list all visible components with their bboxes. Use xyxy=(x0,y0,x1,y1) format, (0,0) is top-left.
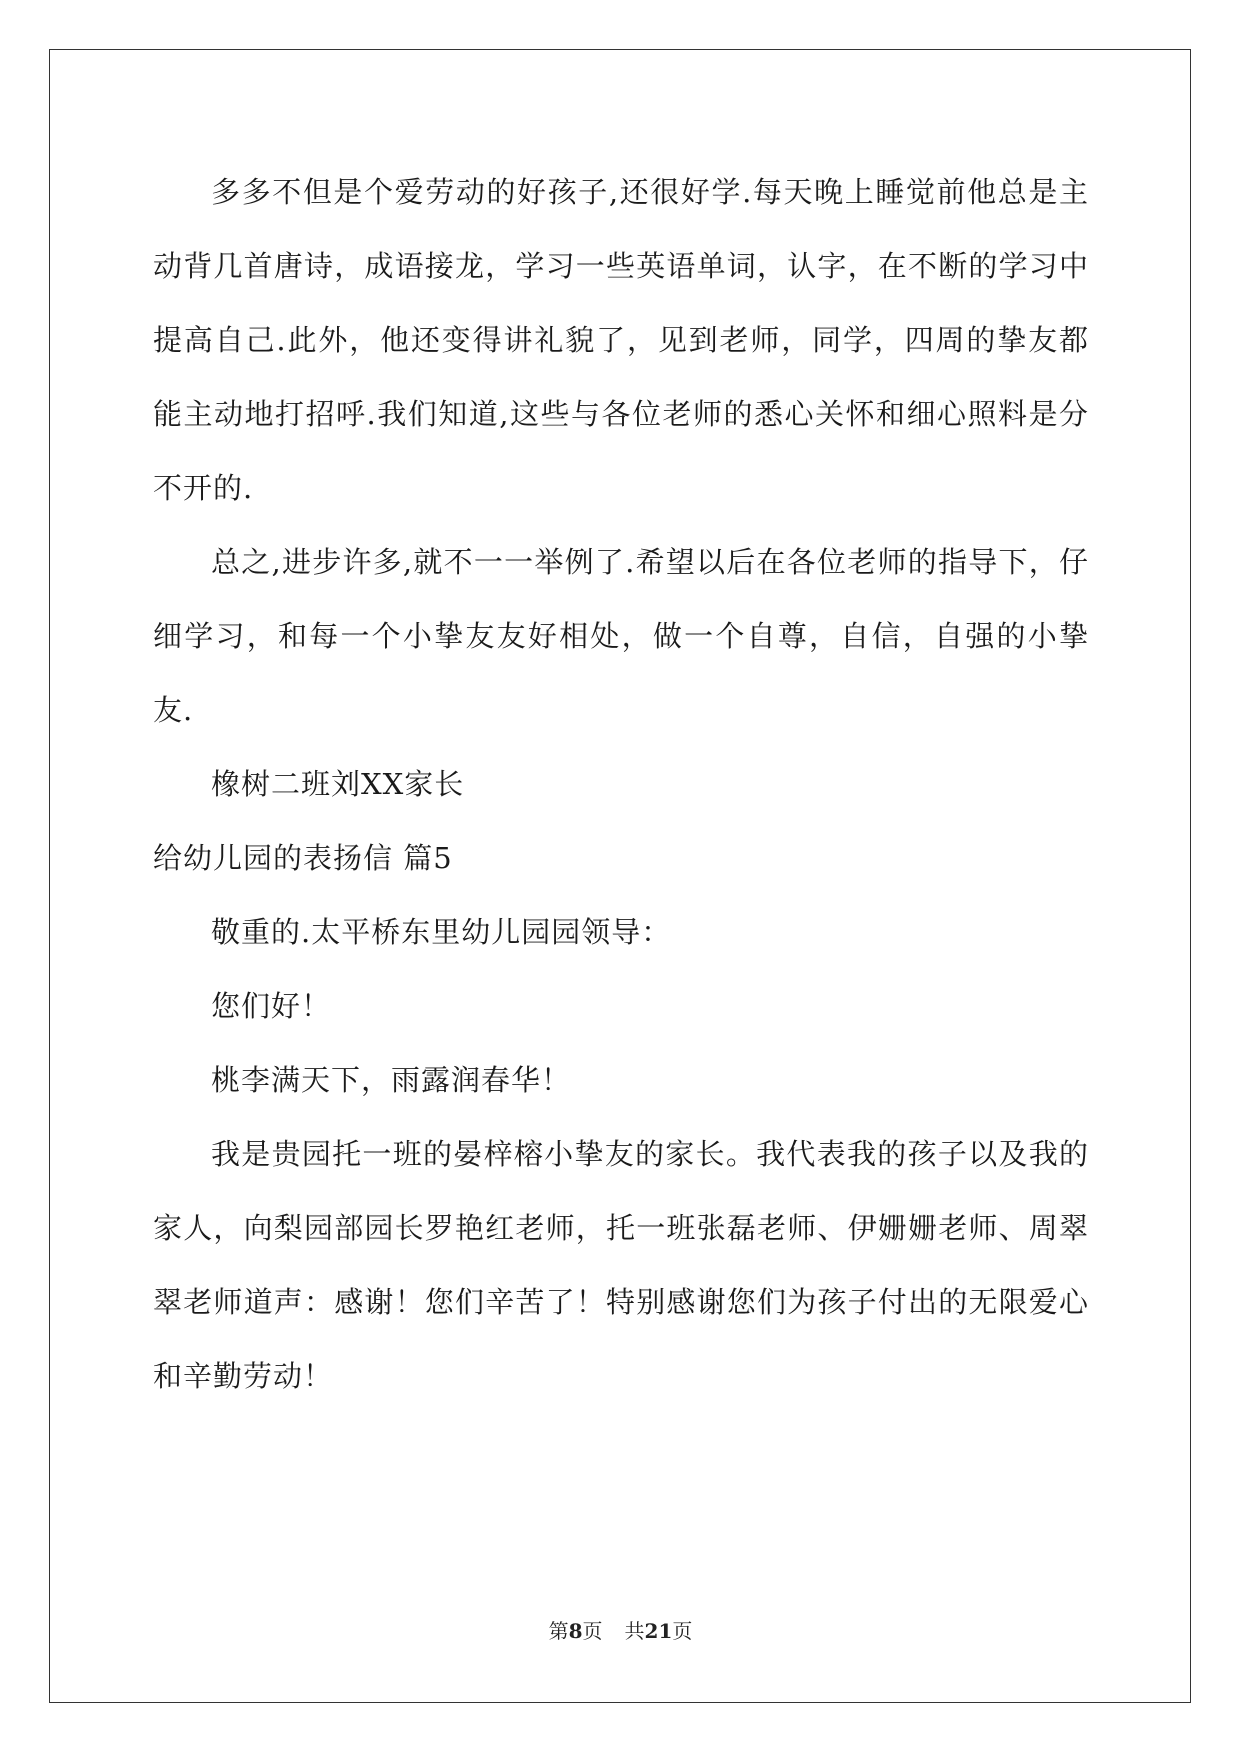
total-pages: 21 xyxy=(644,1619,673,1643)
paragraph-body: 我是贵园托一班的晏梓榕小挚友的家长。我代表我的孩子以及我的家人，向梨园部园长罗艳红老师，托一班张磊老师、伊姗姗老师、周翠翠老师道声：感谢！您们辛苦了！特别感谢您们为孩子付出的无限爱心和辛勤劳动！ xyxy=(153,1137,1089,1393)
page-suffix: 页 xyxy=(582,1619,603,1643)
paragraph-1: 多多不但是个爱劳动的好孩子,还很好学.每天晚上睡觉前他总是主动背几首唐诗，成语接龙，学习一些英语单词，认字，在不断的学习中提高自己.此外，他还变得讲礼貌了，见到老师，同学，四周的挚友都能主动地打招呼.我们知道,这些与各位老师的悉心关怀和细心照料是分不开的. xyxy=(153,175,1089,505)
page-footer xyxy=(0,1619,1241,1643)
greeting: 您们好！ xyxy=(211,989,332,1023)
section-heading: 给幼儿园的表扬信 篇5 xyxy=(153,841,453,875)
page-prefix: 第 xyxy=(548,1619,569,1643)
paragraph-2: 总之,进步许多,就不一一举例了.希望以后在各位老师的指导下，仔细学习，和每一个小挚友友好相处，做一个自尊，自信，自强的小挚友. xyxy=(153,545,1089,727)
signature-line: 橡树二班刘XX家长 xyxy=(211,767,465,801)
document-body xyxy=(153,155,1089,1413)
salutation: 敬重的.太平桥东里幼儿园园领导： xyxy=(211,915,672,949)
total-prefix: 共 xyxy=(624,1619,645,1643)
total-suffix: 页 xyxy=(672,1619,693,1643)
page-number: 8 xyxy=(568,1619,583,1643)
motto-line: 桃李满天下，雨露润春华！ xyxy=(211,1063,572,1097)
